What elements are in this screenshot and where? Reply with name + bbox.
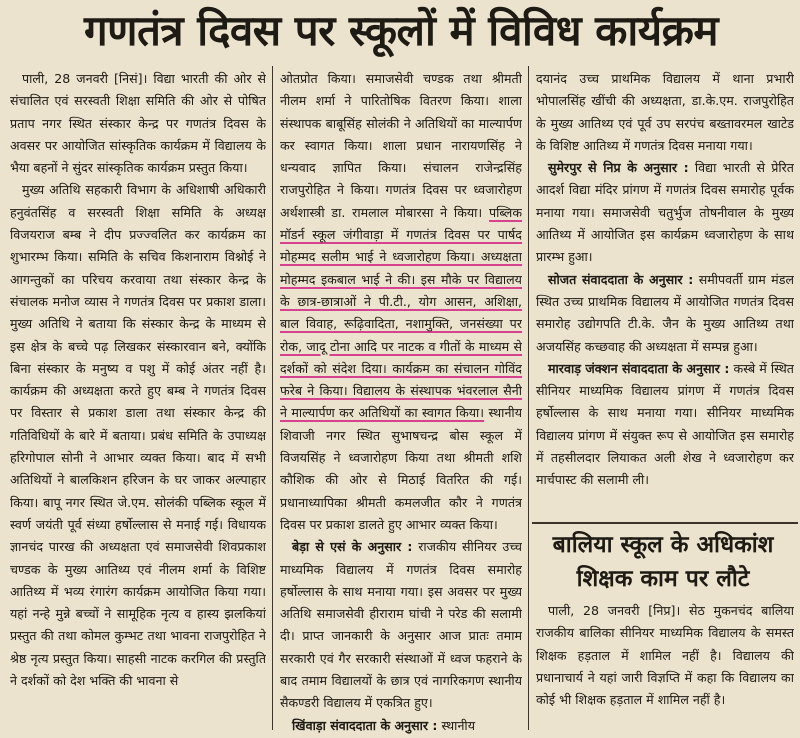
- box-headline-line-2: शिक्षक काम पर लौटे: [576, 566, 750, 592]
- paragraph-text: कस्बे में स्थित सीनियर माध्यमिक विद्यालय प्रांगण में गणतंत्र दिवस हर्षोल्लास के साथ मनाया गया। सीनियर माध्यमिक विद्यालय प्रांगण में संयुक्त रूप से आयोजित इस समारोह में तहसीलदार लियाकत अली शेख ने ध्वजारोहण कर मार्चपास्ट की सलामी ली।: [536, 360, 794, 488]
- subheading: खिंवाड़ा संवाददाता के अनुसार :: [292, 717, 438, 733]
- box-headline-line-1: बालिया स्कूल के अधिकांश: [552, 532, 774, 558]
- subheading: सुमेरपुर से निप्र के अनुसार :: [548, 160, 689, 176]
- article-paragraph: पाली, 28 जनवरी [निसं]। विद्या भारती की ओर से संचालित एवं सरस्वती शिक्षा समिति की ओर से पोषित प्रताप नगर स्थित संस्कार केन्द्र पर गणतंत्र दिवस के अवसर पर आयोजित सांस्कृतिक कार्यक्रम में विद्यालय के भैया बहनों ने सुंदर सांस्कृतिक कार्यक्रम प्रस्तुत किया।: [10, 71, 266, 176]
- subheading: बेड़ा से एसं के अनुसार :: [292, 539, 413, 555]
- article-column-2: [280, 68, 522, 734]
- page-headline: गणतंत्र दिवस पर स्कूलों में विविध कार्यक्रम: [83, 6, 719, 55]
- article-paragraph: [280, 715, 522, 734]
- article-column-3: [536, 68, 794, 520]
- paragraph-text: विद्या भारती से प्रेरित आदर्श विद्या मंदिर प्रांगण में गणतंत्र दिवस समारोह पूर्वक मनाया गया। समाजसेवी चतुर्भुज तोषनीवाल के मुख्य आतिथ्य में आयोजित इस कार्यक्रम ध्वजारोहण के साथ प्रारम्भ हुआ।: [536, 160, 794, 265]
- article-paragraph: दयानंद उच्च प्राथमिक विद्यालय में थाना प्रभारी भोपालसिंह खींची की अध्यक्षता, डा.के.एम. राजपुरोहित के मुख्य आतिथ्य एवं पूर्व उप सरपंच बख्तावरमल खाटेड के विशिष्ट आतिथ्य में गणतंत्र दिवस मनाया गया।: [536, 71, 794, 153]
- article-paragraph: [280, 536, 522, 714]
- column-rule-left: [272, 66, 273, 730]
- paragraph-text: स्थानीय: [441, 717, 475, 733]
- subheading: मारवाड़ जंक्शन संवाददाता के अनुसार :: [548, 360, 730, 376]
- subheading: सोजत संवाददाता के अनुसार :: [548, 271, 694, 287]
- article-paragraph: [536, 269, 794, 358]
- article-paragraph: [536, 358, 794, 492]
- highlighted-passage: पब्लिक मॉडर्न स्कूल जंगीवाड़ा में गणतंत्र दिवस पर पार्षद मोहम्मद सलीम भाई ने ध्वजारोहण किया। अध्यक्षता मोहम्मद इकबाल भाई ने की। इस मौके पर विद्यालय के छात्र-छात्राओं ने पी.टी., योग आसन, अशिक्षा, बाल विवाह, रूढ़िवादिता, नशामुक्ति, जनसंख्या पर रोक, जादू टोना आदि पर नाटक व गीतों के माध्यम से दर्शकों को संदेश दिया। कार्यक्रम का संचालन गोविंद फरेब ने किया। विद्यालय के संस्थापक भंवरलाल सैनी ने माल्यार्पण कर अतिथियों का स्वागत किया।: [280, 204, 522, 421]
- paragraph-text: समीपवर्ती ग्राम मंडल स्थित उच्च प्राथमिक विद्यालय में आयोजित गणतंत्र दिवस समारोह उद्योगपति टी.के. जैन के मुख्य आतिथ्य तथा अजयसिंह कच्छवाह की अध्यक्षता में सम्पन्न हुआ।: [536, 271, 794, 354]
- paragraph-text: राजकीय सीनियर उच्च माध्यमिक विद्यालय में गणतंत्र दिवस समारोह हर्षोल्लास के साथ मनाया गया। इस अवसर पर मुख्य अतिथि समाजसेवी हीराराम घांची ने परेड की सलामी दी। प्राप्त जानकारी के अनुसार आज प्रातः तमाम सरकारी एवं गैर सरकारी संस्थाओं में ध्वज फहराने के बाद तमाम विद्यालयों के छात्र एवं नागरिकगण स्थानीय सैकण्डरी विद्यालय में एकत्रित हुए।: [280, 539, 522, 711]
- box-article: [536, 600, 794, 734]
- paragraph-text: स्थानीय शिवाजी नगर स्थित सुभाषचन्द्र बोस स्कूल में विजयसिंह ने ध्वजारोहण किया तथा श्रीमती शशि कौशिक की ओर से मिठाई वितरित की गई। प्रधानाध्यापिका श्रीमती कमलजीत कौर ने गणतंत्र दिवस पर प्रकाश डालते हुए आभार व्यक्त किया।: [280, 405, 522, 532]
- column-rule-right: [528, 66, 529, 730]
- box-rule-top: [532, 522, 798, 524]
- box-headline: [532, 528, 794, 596]
- paragraph-text: ओतप्रोत किया। समाजसेवी चण्डक तथा श्रीमती नीलम शर्मा ने पारितोषिक वितरण किया। शाला संस्थापक बाबूसिंह सोलंकी ने अतिथियों का माल्यार्पण कर स्वागत किया। शाला प्रधान नारायणसिंह ने धन्यवाद ज्ञापित किया। संचालन राजेन्द्रसिंह राजपुरोहित ने किया। गणतंत्र दिवस पर ध्वजारोहण अर्थशास्त्री डा. रामलाल मोबारसा ने किया।: [280, 71, 522, 220]
- article-paragraph: [280, 68, 522, 536]
- article-paragraph: [536, 157, 794, 268]
- article-paragraph: पाली, 28 जनवरी [निप्र]। सेठ मुकनचंद बालिया राजकीय बालिका सीनियर माध्यमिक विद्यालय के समस्त शिक्षक हड़ताल में शामिल नहीं है। विद्यालय की प्रधानाचार्य ने यहां जारी विज्ञप्ति में कहा कि विद्यालय का कोई भी शिक्षक हड़ताल में शामिल नहीं है।: [536, 603, 794, 708]
- article-paragraph: मुख्य अतिथि सहकारी विभाग के अधिशाषी अधिकारी हनुवंतसिंह व सरस्वती शिक्षा समिति के अध्यक्ष विजयराज बम्ब ने दीप प्रज्ज्वलित कर कार्यक्रम का शुभारम्भ किया। समिति के सचिव किशनाराम विश्नोई ने आगन्तुकों का परिचय करवाया तथा संस्कार केन्द्र के संचालक मनोज व्यास ने गणतंत्र दिवस पर प्रकाश डाला। मुख्य अतिथि ने बताया कि संस्कार केन्द्र के माध्यम से इस क्षेत्र के बच्चे पढ़ लिखकर संस्कारवान बने, क्योंकि बिना संस्कार के मनुष्य व पशु में कोई अंतर नहीं है। कार्यक्रम की अध्यक्षता करते हुए बम्ब ने गणतंत्र दिवस पर विस्तार से प्रकाश डाला तथा संस्कार केन्द्र की गतिविधियों के बारे में बताया। प्रबंध समिति के उपाध्यक्ष हरिगोपाल सोनी ने आभार व्यक्त किया। बाद में सभी अतिथियों ने बालकिशन हरिजन के घर जाकर अल्पाहार किया। बापू नगर स्थित जे.एम. सोलंकी पब्लिक स्कूल में स्वर्ण जयंती पूर्व संध्या हर्षोल्लास से मनाई गई। विधायक ज्ञानचंद पारख की अध्यक्षता एवं समाजसेवी शिवप्रकाश चण्डक के मुख्य आतिथ्य एवं नीलम शर्मा के विशिष्ट आतिथ्य में भव्य रंगारंग कार्यक्रम आयोजित किया गया। यहां नन्हे मुन्ने बच्चों ने सामूहिक नृत्य व हास्य झलकियां प्रस्तुत की तथा कोमल कुम्भट तथा भावना राजपुरोहित ने श्रेष्ठ नृत्य प्रस्तुत किया। साहसी नाटक करगिल की प्रस्तुति ने दर्शकों को देश भक्ति की भावना से: [10, 182, 266, 689]
- article-column-1: [10, 68, 266, 734]
